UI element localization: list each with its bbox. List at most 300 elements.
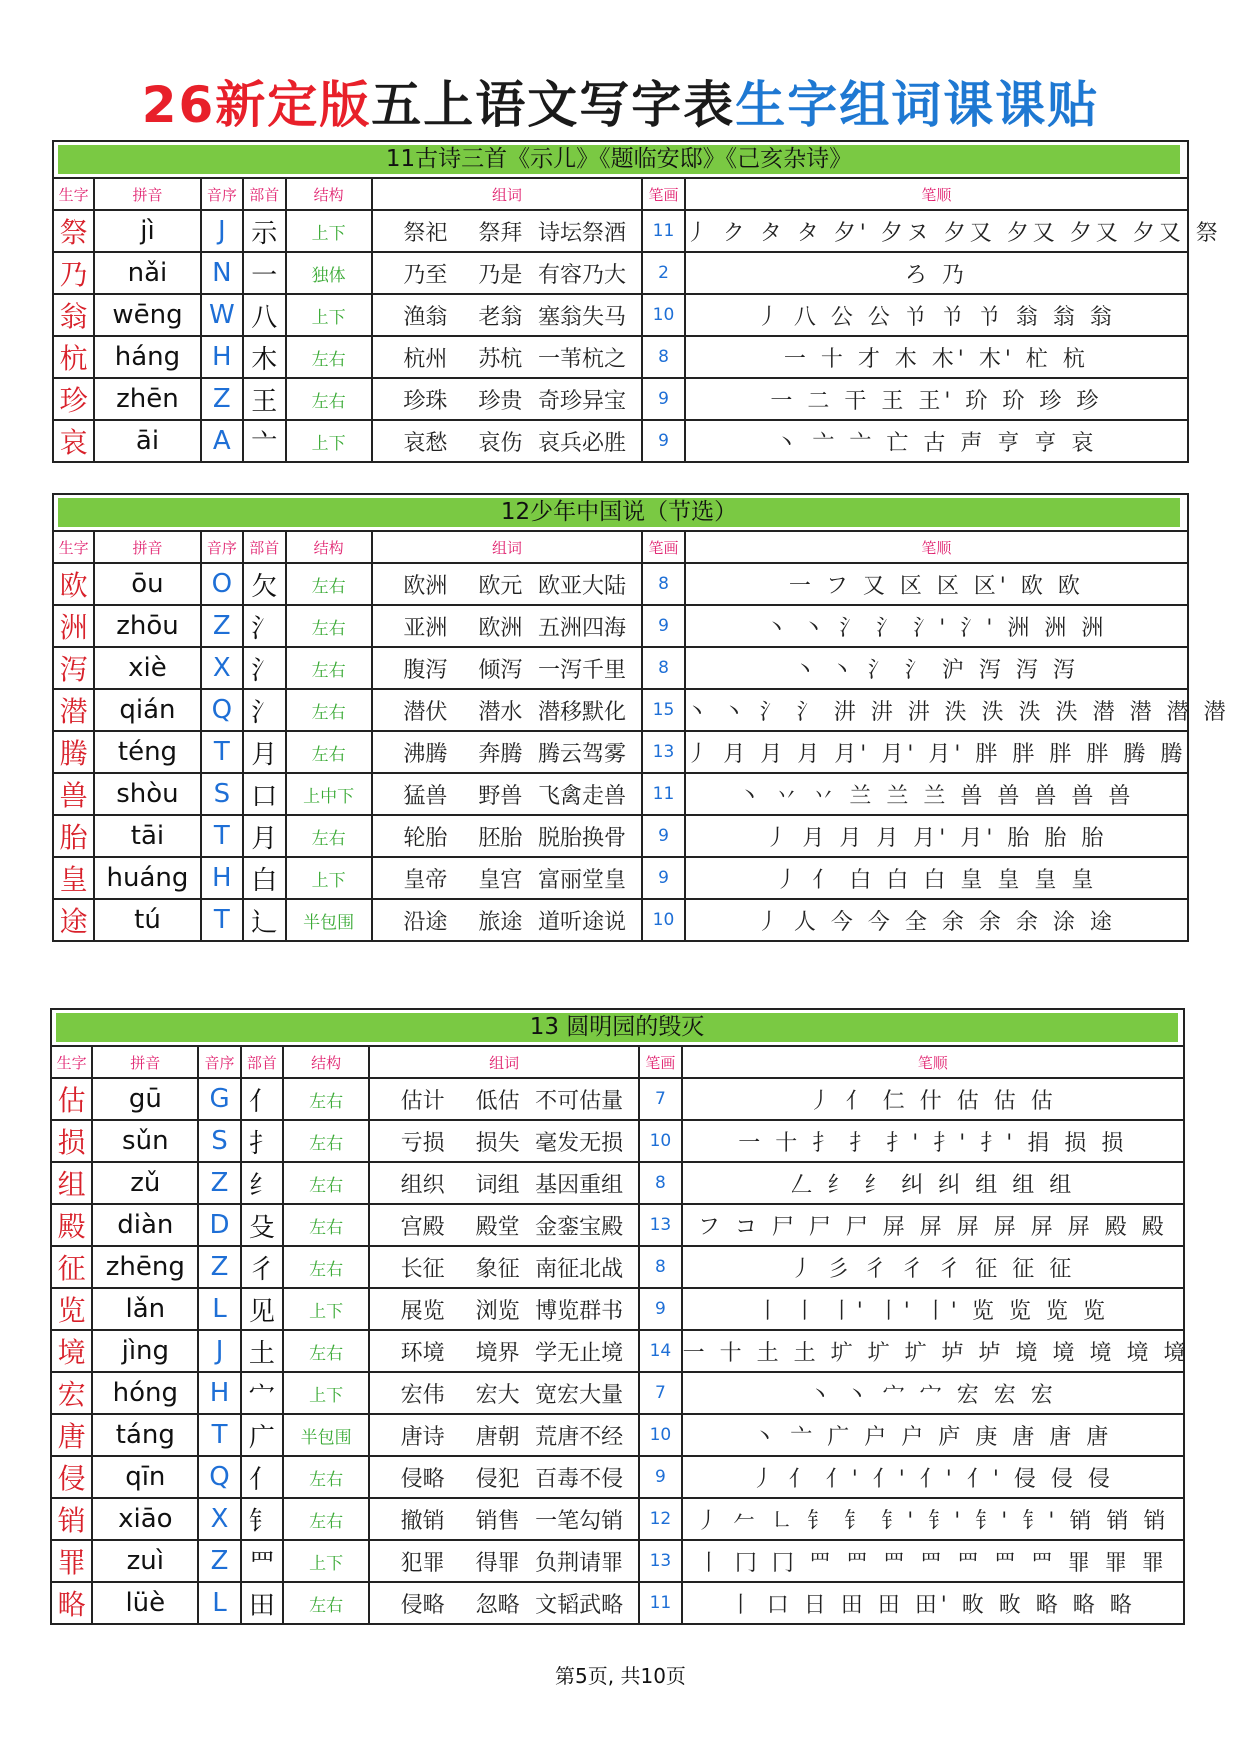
pinyin-cell: lǎn [92, 1288, 198, 1330]
stroke-order-final: 览 [1082, 1298, 1109, 1324]
word-2: 旅途 [478, 909, 523, 935]
structure-cell: 上下 [283, 1372, 369, 1414]
structure-cell: 左右 [283, 1204, 369, 1246]
char-cell: 唐 [51, 1414, 92, 1456]
word-2: 潜水 [478, 699, 523, 725]
table-row [51, 1204, 1184, 1246]
stroke-order-final: 估 [1030, 1088, 1057, 1114]
letter-cell: X [198, 1498, 240, 1540]
stroke-order-final: 殿 [1141, 1214, 1168, 1240]
stroke-count-cell: 11 [642, 773, 684, 815]
word-1: 犯罪 [400, 1550, 445, 1576]
stroke-order-steps: 丿 月 月 月 月' 月' 胎 胎 [765, 825, 1071, 851]
header-letter: 音序 [201, 531, 243, 563]
stroke-order-final: 销 [1143, 1508, 1170, 1534]
pinyin-cell: gū [92, 1078, 198, 1120]
stroke-count-cell: 9 [639, 1456, 681, 1498]
char-cell: 组 [51, 1162, 92, 1204]
header-strokes: 笔画 [642, 531, 684, 563]
word-2: 皇宫 [478, 867, 523, 893]
char-cell: 估 [51, 1078, 92, 1120]
radical-cell: 王 [243, 378, 285, 420]
word-1: 珍珠 [403, 388, 448, 414]
stroke-order-cell [682, 1330, 1190, 1372]
char-cell: 览 [51, 1288, 92, 1330]
words-cell [372, 815, 643, 857]
stroke-order-steps: 丨 冂 冂 罒 罒 罒 罒 罒 罒 罒 罪 罪 [697, 1550, 1131, 1576]
title-part-red: 26新定版 [141, 76, 372, 134]
radical-cell: 土 [241, 1330, 283, 1372]
word-2: 胚胎 [478, 825, 523, 851]
structure-cell: 左右 [286, 605, 372, 647]
stroke-order-steps: 丶 丶 氵 氵 沪 泻 泻 [793, 657, 1042, 683]
letter-cell: X [201, 647, 243, 689]
stroke-order-final: 唐 [1086, 1424, 1113, 1450]
word-3: 宽宏大量 [535, 1382, 624, 1408]
stroke-count-cell: 12 [639, 1498, 681, 1540]
letter-cell: H [201, 336, 243, 378]
structure-cell: 上下 [283, 1288, 369, 1330]
letter-cell: Q [201, 689, 243, 731]
stroke-order-steps: 一 二 干 王 王' 玠 玠 珍 [770, 388, 1066, 414]
banner-cell [53, 494, 1188, 531]
pinyin-cell: āi [94, 420, 200, 462]
char-cell: 损 [51, 1120, 92, 1162]
letter-cell: O [201, 563, 243, 605]
lesson-table-12 [52, 493, 1230, 942]
word-1: 宏伟 [400, 1382, 445, 1408]
stroke-order-cell [685, 647, 1188, 689]
letter-cell: Z [201, 378, 243, 420]
word-1: 渔翁 [403, 304, 448, 330]
pinyin-cell: wēng [94, 294, 200, 336]
stroke-order-cell [682, 1120, 1184, 1162]
stroke-order-final: 组 [1049, 1172, 1076, 1198]
char-cell: 潜 [53, 689, 94, 731]
stroke-order-final: 珍 [1076, 388, 1103, 414]
char-cell: 珍 [53, 378, 94, 420]
word-1: 环境 [400, 1340, 445, 1366]
letter-cell: T [201, 731, 243, 773]
words-cell [369, 1162, 639, 1204]
word-1: 祭祀 [403, 220, 448, 246]
stroke-order-final: 损 [1101, 1130, 1128, 1156]
letter-cell: H [198, 1372, 240, 1414]
table-row [53, 210, 1188, 252]
title-part-blue: 生字组词课课贴 [735, 76, 1100, 134]
table-row [53, 420, 1188, 462]
radical-cell: 见 [241, 1288, 283, 1330]
stroke-order-steps: 丨 口 日 田 田 田' 畋 畋 略 略 [729, 1592, 1099, 1618]
stroke-count-cell: 7 [639, 1078, 681, 1120]
word-3: 南征北战 [535, 1256, 624, 1282]
structure-cell: 半包围 [283, 1414, 369, 1456]
word-3: 飞禽走兽 [537, 783, 626, 809]
char-cell: 洲 [53, 605, 94, 647]
radical-cell: 宀 [241, 1372, 283, 1414]
structure-cell: 上下 [286, 857, 372, 899]
stroke-order-steps: 一 十 土 土 圹 圹 圹 垆 垆 境 境 境 境 [682, 1340, 1153, 1366]
words-cell [372, 605, 643, 647]
stroke-order-steps: 丶 丷 丷 兰 兰 兰 兽 兽 兽 兽 [738, 783, 1098, 809]
word-2: 宏大 [475, 1382, 520, 1408]
stroke-count-cell: 11 [639, 1582, 681, 1624]
pinyin-cell: hóng [92, 1372, 198, 1414]
words-cell [369, 1498, 639, 1540]
stroke-order-steps: 丿 亻 亻' 亻' 亻' 亻' 侵 侵 [751, 1466, 1077, 1492]
pinyin-cell: xiè [94, 647, 200, 689]
table-row [51, 1078, 1184, 1120]
header-order: 笔顺 [682, 1046, 1184, 1078]
lesson-banner: 13 圆明园的毁灭 [56, 1013, 1178, 1042]
char-cell: 乃 [53, 252, 94, 294]
radical-cell: 木 [243, 336, 285, 378]
word-1: 长征 [400, 1256, 445, 1282]
structure-cell: 左右 [283, 1120, 369, 1162]
word-2: 低估 [475, 1088, 520, 1114]
stroke-order-cell [682, 1288, 1184, 1330]
radical-cell: 亠 [243, 420, 285, 462]
word-3: 腾云驾雾 [537, 741, 626, 767]
word-3: 荒唐不经 [535, 1424, 624, 1450]
stroke-order-final: 兽 [1108, 783, 1135, 809]
word-3: 负荆请罪 [535, 1550, 624, 1576]
stroke-count-cell: 9 [642, 857, 684, 899]
words-cell [372, 210, 643, 252]
stroke-order-final: 泻 [1052, 657, 1079, 683]
stroke-order-cell [685, 294, 1188, 336]
header-pinyin: 拼音 [92, 1046, 198, 1078]
words-cell [369, 1204, 639, 1246]
words-cell [372, 563, 643, 605]
stroke-order-cell [682, 1414, 1184, 1456]
char-cell: 祭 [53, 210, 94, 252]
stroke-order-cell [685, 378, 1188, 420]
lesson-banner: 11古诗三首《示儿》《题临安邸》《己亥杂诗》 [58, 145, 1180, 174]
radical-cell: 氵 [243, 647, 285, 689]
pinyin-cell: zhēng [92, 1246, 198, 1288]
header-words: 组词 [372, 178, 643, 210]
letter-cell: Z [198, 1540, 240, 1582]
pinyin-cell: zǔ [92, 1162, 198, 1204]
stroke-order-cell [685, 899, 1188, 941]
stroke-order-steps: 丨 丨 丨' 丨' 丨' 览 览 览 [756, 1298, 1072, 1324]
word-2: 欧元 [478, 573, 523, 599]
words-cell [369, 1372, 639, 1414]
word-3: 不可估量 [535, 1088, 624, 1114]
word-1: 潜伏 [403, 699, 448, 725]
lesson-table-13 [50, 1008, 1190, 1625]
word-1: 侵略 [400, 1592, 445, 1618]
pinyin-cell: qīn [92, 1456, 198, 1498]
header-char: 生字 [51, 1046, 92, 1078]
words-cell [372, 731, 643, 773]
word-3: 博览群书 [535, 1298, 624, 1324]
letter-cell: Q [198, 1456, 240, 1498]
radical-cell: 氵 [243, 605, 285, 647]
word-1: 展览 [400, 1298, 445, 1324]
letter-cell: N [201, 252, 243, 294]
word-2: 销售 [475, 1508, 520, 1534]
word-2: 忽略 [475, 1592, 520, 1618]
word-2: 祭拜 [478, 220, 523, 246]
header-structure: 结构 [286, 178, 372, 210]
word-2: 倾泻 [478, 657, 523, 683]
stroke-order-final: 洲 [1081, 615, 1108, 641]
char-cell: 腾 [53, 731, 94, 773]
radical-cell: 月 [243, 815, 285, 857]
pinyin-cell: nǎi [94, 252, 200, 294]
table-row [53, 689, 1188, 731]
char-cell: 皇 [53, 857, 94, 899]
stroke-order-final: 途 [1089, 909, 1116, 935]
structure-cell: 上下 [286, 294, 372, 336]
banner-cell [53, 141, 1188, 178]
char-cell: 杭 [53, 336, 94, 378]
stroke-count-cell: 13 [639, 1204, 681, 1246]
table-row [51, 1498, 1184, 1540]
structure-cell: 上下 [286, 210, 372, 252]
radical-cell: 月 [243, 731, 285, 773]
structure-cell: 左右 [283, 1162, 369, 1204]
structure-cell: 左右 [283, 1246, 369, 1288]
header-radical: 部首 [243, 531, 285, 563]
stroke-order-cell [682, 1204, 1184, 1246]
stroke-order-final: 皇 [1071, 867, 1098, 893]
stroke-order-final: 境 [1163, 1340, 1190, 1366]
stroke-count-cell: 10 [642, 899, 684, 941]
table-row [51, 1414, 1184, 1456]
stroke-order-final: 腾 [1160, 741, 1187, 767]
stroke-order-final: 乃 [941, 262, 968, 288]
structure-cell: 左右 [283, 1330, 369, 1372]
stroke-count-cell: 9 [642, 378, 684, 420]
table-row [51, 1540, 1184, 1582]
stroke-count-cell: 9 [642, 815, 684, 857]
stroke-order-steps: 丶 亠 亠 亡 古 声 亨 亨 [775, 430, 1061, 456]
table-row [51, 1288, 1184, 1330]
radical-cell: 纟 [241, 1162, 283, 1204]
stroke-count-cell: 2 [642, 252, 684, 294]
word-3: 一泻千里 [537, 657, 626, 683]
header-pinyin: 拼音 [94, 531, 200, 563]
stroke-order-cell [682, 1372, 1184, 1414]
words-cell [369, 1456, 639, 1498]
header-letter: 音序 [198, 1046, 240, 1078]
stroke-count-cell: 10 [642, 294, 684, 336]
word-2: 损失 [475, 1130, 520, 1156]
word-1: 唐诗 [400, 1424, 445, 1450]
table-row [53, 605, 1188, 647]
stroke-order-final: 略 [1109, 1592, 1136, 1618]
stroke-order-final: 祭 [1195, 220, 1222, 246]
stroke-count-cell: 13 [642, 731, 684, 773]
letter-cell: G [198, 1078, 240, 1120]
word-3: 百毒不侵 [535, 1466, 624, 1492]
lesson-banner: 12少年中国说（节选） [58, 498, 1180, 527]
header-letter: 音序 [201, 178, 243, 210]
stroke-order-cell [685, 210, 1222, 252]
letter-cell: W [201, 294, 243, 336]
structure-cell: 上下 [286, 420, 372, 462]
radical-cell: 白 [243, 857, 285, 899]
pinyin-cell: táng [92, 1414, 198, 1456]
word-1: 撤销 [400, 1508, 445, 1534]
radical-cell: 亻 [241, 1456, 283, 1498]
stroke-order-cell [685, 563, 1188, 605]
words-cell [372, 899, 643, 941]
structure-cell: 独体 [286, 252, 372, 294]
stroke-count-cell: 8 [639, 1246, 681, 1288]
radical-cell: 罒 [241, 1540, 283, 1582]
radical-cell: 口 [243, 773, 285, 815]
letter-cell: J [198, 1330, 240, 1372]
words-cell [369, 1582, 639, 1624]
word-1: 侵略 [400, 1466, 445, 1492]
table-row [51, 1162, 1184, 1204]
word-2: 词组 [475, 1172, 520, 1198]
table-row [53, 731, 1188, 773]
word-1: 宫殿 [400, 1214, 445, 1240]
words-cell [372, 294, 643, 336]
stroke-order-steps: 丿 八 公 公 兯 兯 兯 翁 翁 [756, 304, 1079, 330]
word-1: 亏损 [400, 1130, 445, 1156]
char-cell: 哀 [53, 420, 94, 462]
radical-cell: 彳 [241, 1246, 283, 1288]
words-cell [369, 1540, 639, 1582]
stroke-order-steps: 丶 丶 氵 氵 氵' 氵' 洲 洲 [765, 615, 1071, 641]
word-2: 象征 [475, 1256, 520, 1282]
table-row [51, 1456, 1184, 1498]
table-row [53, 647, 1188, 689]
stroke-count-cell: 8 [642, 336, 684, 378]
char-cell: 侵 [51, 1456, 92, 1498]
stroke-order-cell [682, 1162, 1184, 1204]
char-cell: 征 [51, 1246, 92, 1288]
word-3: 潜移默化 [537, 699, 626, 725]
radical-cell: 八 [243, 294, 285, 336]
stroke-order-steps: 丿 月 月 月 月' 月' 月' 胖 胖 胖 胖 腾 [686, 741, 1150, 767]
word-1: 猛兽 [403, 783, 448, 809]
char-cell: 略 [51, 1582, 92, 1624]
words-cell [372, 378, 643, 420]
stroke-count-cell: 14 [639, 1330, 681, 1372]
pinyin-cell: sǔn [92, 1120, 198, 1162]
char-cell: 泻 [53, 647, 94, 689]
char-cell: 销 [51, 1498, 92, 1540]
structure-cell: 左右 [283, 1078, 369, 1120]
radical-cell: 氵 [243, 689, 285, 731]
pinyin-cell: tú [94, 899, 200, 941]
word-1: 亚洲 [403, 615, 448, 641]
title-part-black: 五上语文写字表 [371, 76, 736, 134]
header-pinyin: 拼音 [94, 178, 200, 210]
radical-cell: 田 [241, 1582, 283, 1624]
word-2: 境界 [475, 1340, 520, 1366]
structure-cell: 上下 [283, 1540, 369, 1582]
stroke-order-final: 潜 [1203, 699, 1230, 725]
word-1: 皇帝 [403, 867, 448, 893]
word-3: 一笔勾销 [535, 1508, 624, 1534]
stroke-order-steps: 丿 人 今 今 全 余 余 余 涂 [756, 909, 1079, 935]
word-2: 得罪 [475, 1550, 520, 1576]
stroke-order-steps: 一 フ 又 区 区 区' 欧 [788, 573, 1047, 599]
word-2: 哀伤 [478, 430, 523, 456]
stroke-count-cell: 8 [642, 563, 684, 605]
word-1: 沿途 [403, 909, 448, 935]
pinyin-cell: tāi [94, 815, 200, 857]
stroke-order-cell [682, 1582, 1184, 1624]
word-2: 浏览 [475, 1298, 520, 1324]
stroke-count-cell: 10 [639, 1120, 681, 1162]
page-footer: 第5页, 共10页 [555, 1664, 686, 1688]
header-order: 笔顺 [685, 178, 1188, 210]
letter-cell: H [201, 857, 243, 899]
word-1: 哀愁 [403, 430, 448, 456]
char-cell: 兽 [53, 773, 94, 815]
structure-cell: 左右 [283, 1456, 369, 1498]
structure-cell: 左右 [286, 563, 372, 605]
pinyin-cell: téng [94, 731, 200, 773]
stroke-order-cell [685, 336, 1188, 378]
stroke-count-cell: 13 [639, 1540, 681, 1582]
header-words: 组词 [372, 531, 643, 563]
stroke-count-cell: 7 [639, 1372, 681, 1414]
word-2: 殿堂 [475, 1214, 520, 1240]
letter-cell: T [201, 815, 243, 857]
char-cell: 罪 [51, 1540, 92, 1582]
table-row [53, 336, 1188, 378]
stroke-order-cell [682, 1078, 1184, 1120]
word-1: 估计 [400, 1088, 445, 1114]
stroke-order-cell [682, 1246, 1184, 1288]
stroke-order-cell [685, 815, 1188, 857]
table-row [51, 1582, 1184, 1624]
stroke-order-steps: ろ [904, 262, 931, 288]
page-title [0, 72, 1241, 138]
pinyin-cell: shòu [94, 773, 200, 815]
radical-cell: 一 [243, 252, 285, 294]
letter-cell: T [198, 1414, 240, 1456]
pinyin-cell: xiāo [92, 1498, 198, 1540]
char-cell: 宏 [51, 1372, 92, 1414]
stroke-order-final: 翁 [1089, 304, 1116, 330]
header-char: 生字 [53, 178, 94, 210]
word-3: 毫发无损 [535, 1130, 624, 1156]
structure-cell: 左右 [286, 647, 372, 689]
stroke-count-cell: 10 [639, 1414, 681, 1456]
header-structure: 结构 [283, 1046, 369, 1078]
char-cell: 殿 [51, 1204, 92, 1246]
word-3: 一苇杭之 [537, 346, 626, 372]
stroke-order-steps: 丶 亠 广 户 户 庐 庚 唐 唐 [753, 1424, 1076, 1450]
pinyin-cell: lüè [92, 1582, 198, 1624]
stroke-order-final: 征 [1049, 1256, 1076, 1282]
header-char: 生字 [53, 531, 94, 563]
words-cell [369, 1246, 639, 1288]
header-order: 笔顺 [685, 531, 1188, 563]
word-1: 轮胎 [403, 825, 448, 851]
stroke-order-final: 欧 [1057, 573, 1084, 599]
word-3: 诗坛祭酒 [537, 220, 626, 246]
letter-cell: Z [198, 1162, 240, 1204]
word-2: 野兽 [478, 783, 523, 809]
stroke-count-cell: 8 [642, 647, 684, 689]
stroke-order-cell [685, 252, 1188, 294]
structure-cell: 上中下 [286, 773, 372, 815]
words-cell [372, 773, 643, 815]
word-3: 道听途说 [537, 909, 626, 935]
